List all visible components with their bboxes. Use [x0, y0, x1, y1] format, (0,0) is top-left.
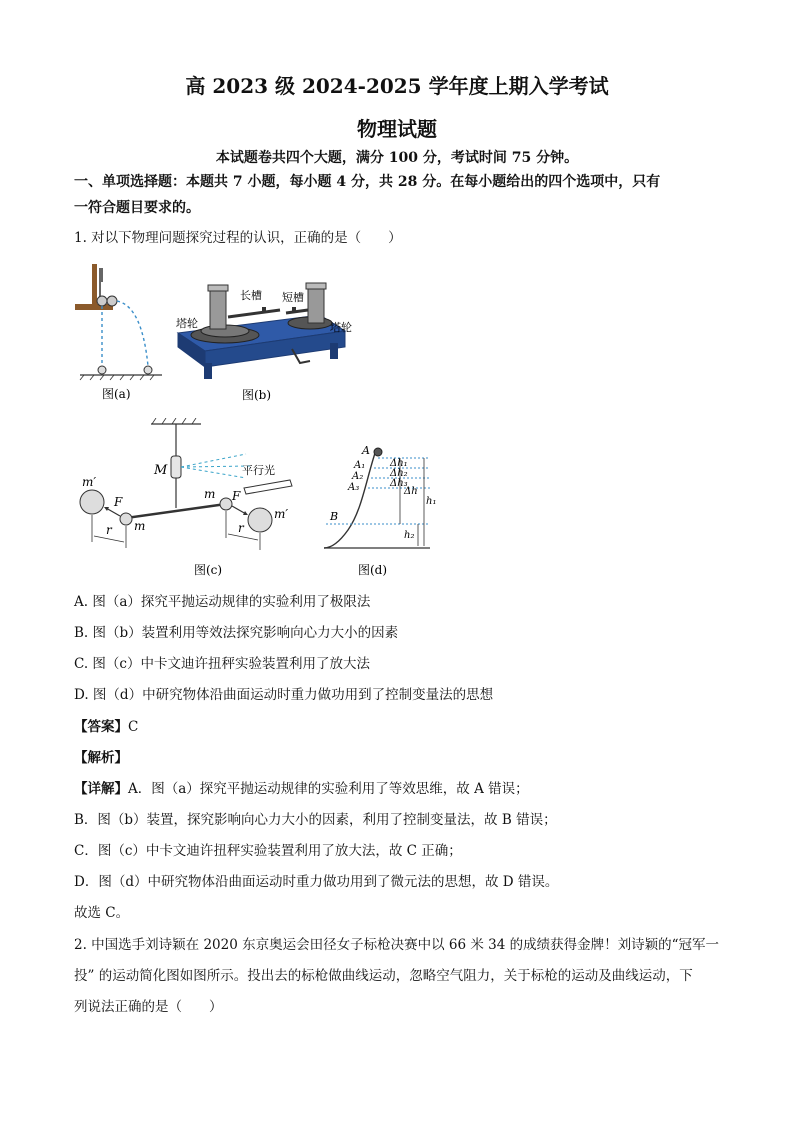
conclusion: 故选 C。: [74, 905, 130, 921]
label-dh1: Δh₁: [390, 458, 408, 469]
analysis-label: 【解析】: [74, 750, 128, 766]
label-r-right: r: [238, 521, 244, 535]
small-ball-left: [120, 513, 132, 525]
question-1-stem: 1. 对以下物理问题探究过程的认识，正确的是（ ）: [74, 230, 402, 246]
detail-a: A．图（a）探究平抛运动规律的实验利用了等效思维，故 A 错误；: [128, 781, 529, 797]
question-2-line1: 2. 中国选手刘诗颖在 2020 东京奥运会田径女子标枪决赛中以 66 米 34 的成绩获得金牌！刘诗颖的“冠军一: [74, 937, 720, 953]
long-groove: [228, 310, 280, 317]
label-r-left: r: [106, 523, 112, 537]
figure-d: [318, 440, 443, 580]
curved-surface: [324, 450, 376, 548]
detail-d: D．图（d）中研究物体沿曲面运动时重力做功用到了微元法的思想，故 D 错误。: [74, 874, 559, 890]
label-A: A: [362, 444, 370, 457]
answer-label: 【答案】: [74, 719, 128, 735]
hammer-post: [92, 264, 97, 306]
option-b: B. 图（b）装置利用等效法探究影响向心力大小的因素: [74, 625, 399, 641]
big-ball-left: [80, 490, 104, 514]
detail-c: C．图（c）中卡文迪许扭秤实验装置利用了放大法，故 C 正确；: [74, 843, 462, 859]
big-ball-right: [248, 508, 272, 532]
label-long-groove: 长槽: [240, 289, 262, 302]
figure-c-caption: 图(c): [194, 563, 223, 577]
section-heading-line2: 一符合题目要求的。: [74, 200, 200, 216]
exam-title: 高 2023 级 2024-2025 学年度上期入学考试: [185, 74, 609, 98]
label-parallel-light: 平行光: [242, 464, 275, 477]
small-ball-right: [220, 498, 232, 510]
parabolic-path: [117, 301, 148, 366]
label-dh2: Δh₂: [390, 468, 408, 479]
figure-a-caption: 图(a): [102, 387, 131, 401]
label-m-prime-left: m′: [82, 475, 97, 489]
figure-a: [72, 258, 172, 408]
question-2-line2: 投” 的运动简化图如图所示。投出去的标枪做曲线运动，忽略空气阻力，关于标枪的运动及曲线运动，下: [74, 968, 693, 984]
label-wheel-right: 塔轮: [330, 321, 352, 334]
detail-line-a: [74, 777, 529, 797]
answer-line: [74, 715, 138, 735]
short-groove: [286, 310, 308, 313]
section-heading-line1: 一、单项选择题：本题共 7 小题，每小题 4 分，共 28 分。在每小题给出的四个选项中，只有: [74, 174, 661, 190]
question-2-line3: 列说法正确的是（ ）: [74, 999, 223, 1015]
option-c: C. 图（c）中卡文迪许扭秤实验装置利用了放大法: [74, 656, 370, 672]
subject-title: 物理试题: [357, 117, 437, 141]
figure-b: [170, 255, 355, 405]
ball-left: [97, 296, 107, 306]
figure-b-caption: 图(b): [242, 388, 272, 402]
label-short-groove: 短槽: [282, 291, 304, 304]
label-dh: Δh: [404, 486, 418, 497]
label-B: B: [330, 510, 339, 523]
hammer-head: [99, 268, 103, 282]
label-m-right: m: [204, 487, 216, 501]
answer-value: C: [128, 719, 139, 735]
label-dh3: Δh₃: [390, 478, 408, 489]
scale-ruler: [244, 480, 292, 494]
label-A3: A₃: [348, 482, 360, 493]
figure-c: [76, 418, 301, 580]
label-A2: A₂: [352, 471, 364, 482]
ball-right: [107, 296, 117, 306]
label-A1: A₁: [354, 460, 366, 471]
option-d: D. 图（d）中研究物体沿曲面运动时重力做功用到了控制变量法的思想: [74, 687, 494, 703]
label-F-right: F: [232, 489, 241, 503]
exam-note: 本试题卷共四个大题，满分 100 分，考试时间 75 分钟。: [215, 150, 579, 166]
sleeve-left: [210, 289, 226, 329]
option-a: A. 图（a）探究平抛运动规律的实验利用了极限法: [74, 594, 371, 610]
label-m-prime-right: m′: [274, 507, 289, 521]
label-F-left: F: [114, 495, 123, 509]
mirror-M: [171, 456, 181, 478]
label-h1: h₁: [426, 496, 437, 507]
detail-label: 【详解】: [74, 781, 128, 797]
ball-A: [374, 448, 382, 456]
sleeve-right: [308, 287, 324, 323]
label-m-left: m: [134, 519, 146, 533]
label-wheel-left: 塔轮: [176, 317, 198, 330]
label-M: M: [154, 463, 168, 478]
figure-d-caption: 图(d): [358, 563, 388, 577]
detail-b: B．图（b）装置，探究影响向心力大小的因素，利用了控制变量法，故 B 错误；: [74, 812, 557, 828]
label-h2: h₂: [404, 530, 415, 541]
